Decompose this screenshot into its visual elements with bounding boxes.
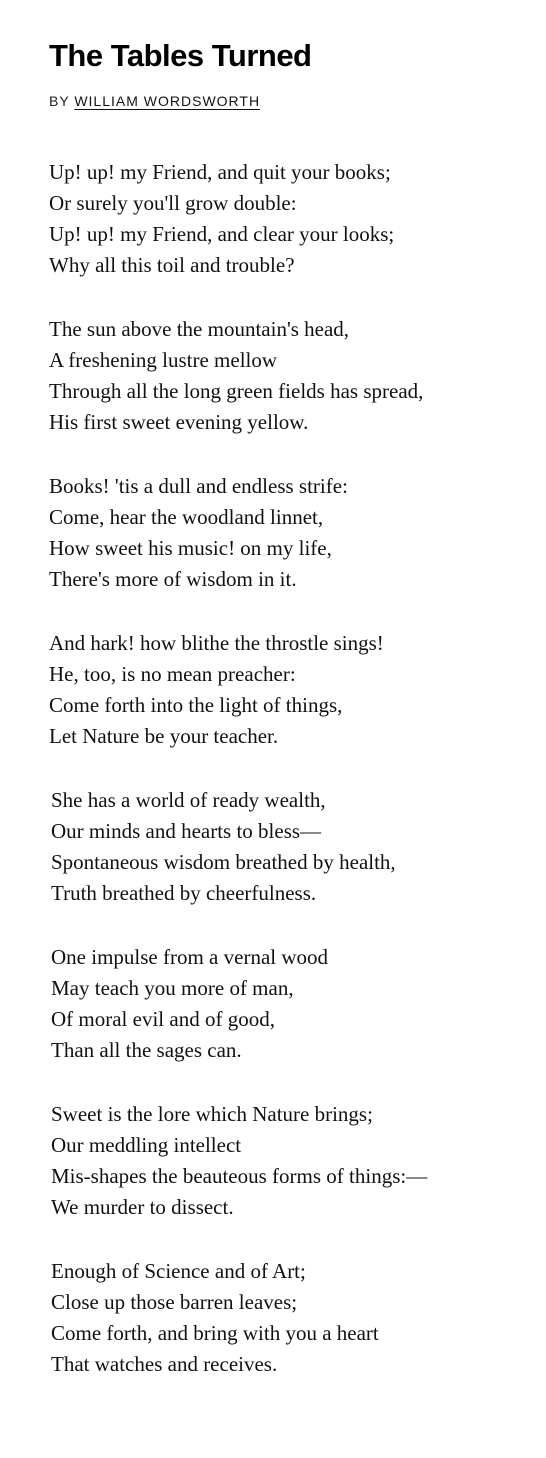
stanza [49, 314, 427, 438]
poem-line: Why all this toil and trouble? [49, 253, 295, 277]
poem-line: Our meddling intellect [51, 1133, 242, 1157]
poem-line: Our minds and hearts to bless— [51, 819, 322, 843]
poem-line: His first sweet evening yellow. [49, 410, 309, 434]
stanza [49, 628, 427, 752]
poem-line: We murder to dissect. [51, 1195, 234, 1219]
stanza [51, 1256, 427, 1380]
poem-line: And hark! how blithe the throstle sings! [49, 631, 384, 655]
poem-line: May teach you more of man, [51, 976, 294, 1000]
byline-prefix: BY [49, 93, 70, 109]
poem-line: Come forth, and bring with you a heart [51, 1321, 379, 1345]
poem-line: Truth breathed by cheerfulness. [51, 881, 317, 905]
poem-line: Up! up! my Friend, and quit your books; [49, 160, 391, 184]
stanza [49, 157, 427, 281]
poem-line: The sun above the mountain's head, [49, 317, 350, 341]
poem-line: She has a world of ready wealth, [51, 788, 326, 812]
poem-line: Enough of Science and of Art; [51, 1259, 306, 1283]
stanza [49, 471, 427, 595]
poem-line: Spontaneous wisdom breathed by health, [51, 850, 396, 874]
poem-line: There's more of wisdom in it. [49, 567, 297, 591]
byline [49, 93, 260, 109]
poem-line: Sweet is the lore which Nature brings; [51, 1102, 373, 1126]
poem-line: Up! up! my Friend, and clear your looks; [49, 222, 395, 246]
poem-line: He, too, is no mean preacher: [49, 662, 296, 686]
stanza [51, 1099, 427, 1223]
poem-line: Come, hear the woodland linnet, [49, 505, 324, 529]
poem-title: The Tables Turned [49, 38, 312, 73]
poem-line: Of moral evil and of good, [51, 1007, 275, 1031]
stanza [51, 942, 427, 1066]
poem-line: Close up those barren leaves; [51, 1290, 298, 1314]
poem-line: Or surely you'll grow double: [49, 191, 297, 215]
author-link[interactable]: WILLIAM WORDSWORTH [74, 93, 261, 109]
stanza [51, 785, 427, 909]
poem-line: Books! 'tis a dull and endless strife: [49, 474, 348, 498]
poem-line: Let Nature be your teacher. [49, 724, 279, 748]
poem-line: Come forth into the light of things, [49, 693, 343, 717]
poem-line: One impulse from a vernal wood [51, 945, 329, 969]
poem-body [49, 157, 427, 1413]
poem-line: Than all the sages can. [51, 1038, 242, 1062]
poem-line: That watches and receives. [51, 1352, 278, 1376]
poem-line: Through all the long green fields has spread, [49, 379, 424, 403]
poem-line: A freshening lustre mellow [49, 348, 278, 372]
poem-line: Mis-shapes the beauteous forms of things:— [51, 1164, 428, 1188]
poem-line: How sweet his music! on my life, [49, 536, 332, 560]
